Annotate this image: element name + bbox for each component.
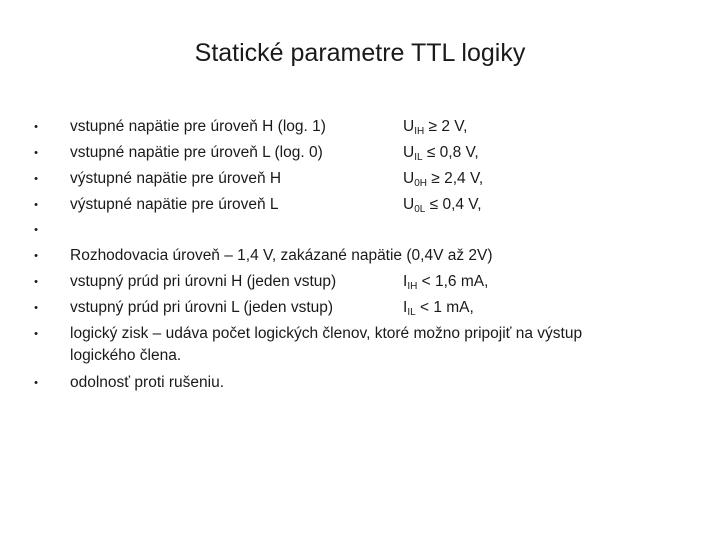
bullet: • [34, 276, 38, 288]
bullet: • [34, 250, 38, 262]
item-value: $I_{IL} < 1$ mA, [403, 299, 474, 318]
bullet: • [34, 302, 38, 314]
item-text: výstupné napätie pre úroveň H [70, 170, 282, 187]
bullet: • [34, 328, 38, 340]
list-item [0, 219, 720, 241]
item-text: vstupné napätie pre úroveň H (log. 1) [70, 118, 326, 135]
item-text: vstupný prúd pri úrovni L (jeden vstup) [70, 299, 334, 316]
list-item [0, 271, 720, 293]
bullet: • [34, 199, 38, 211]
list-item [0, 194, 720, 216]
item-text: logický zisk – udáva počet logických členov, ktoré možno pripojiť na výstup [70, 325, 583, 342]
bullet: • [34, 147, 38, 159]
item-value: $U_{IL} \le 0,8$ V, [403, 144, 479, 163]
item-text: odolnosť proti rušeniu. [70, 374, 225, 391]
list-item [0, 297, 720, 319]
item-value: $U_{0L} \le 0,4$ V, [403, 196, 482, 215]
item-text: vstupný prúd pri úrovni H (jeden vstup) [70, 273, 337, 290]
list-item [0, 142, 720, 164]
item-value: $U_{IH} \ge 2$ V, [403, 118, 468, 137]
item-text-continuation: logického člena. [70, 347, 182, 364]
item-text: výstupné napätie pre úroveň L [70, 196, 279, 213]
list-item [0, 116, 720, 138]
list-item [0, 245, 720, 267]
bullet: • [34, 224, 38, 236]
list-item [0, 323, 720, 367]
slide-title: Statické parametre TTL logiky [194, 39, 526, 67]
bullet: • [34, 377, 38, 389]
item-value: $U_{0H} \ge 2,4$ V, [403, 170, 484, 189]
bullet: • [34, 173, 38, 185]
list-item [0, 372, 720, 394]
item-text: Rozhodovacia úroveň – 1,4 V, zakázané napätie (0,4V až 2V) [70, 247, 493, 264]
list-item [0, 168, 720, 190]
bullet: • [34, 121, 38, 133]
item-value: $I_{IH} < 1,6$ mA, [403, 273, 489, 292]
item-text: vstupné napätie pre úroveň L (log. 0) [70, 144, 323, 161]
